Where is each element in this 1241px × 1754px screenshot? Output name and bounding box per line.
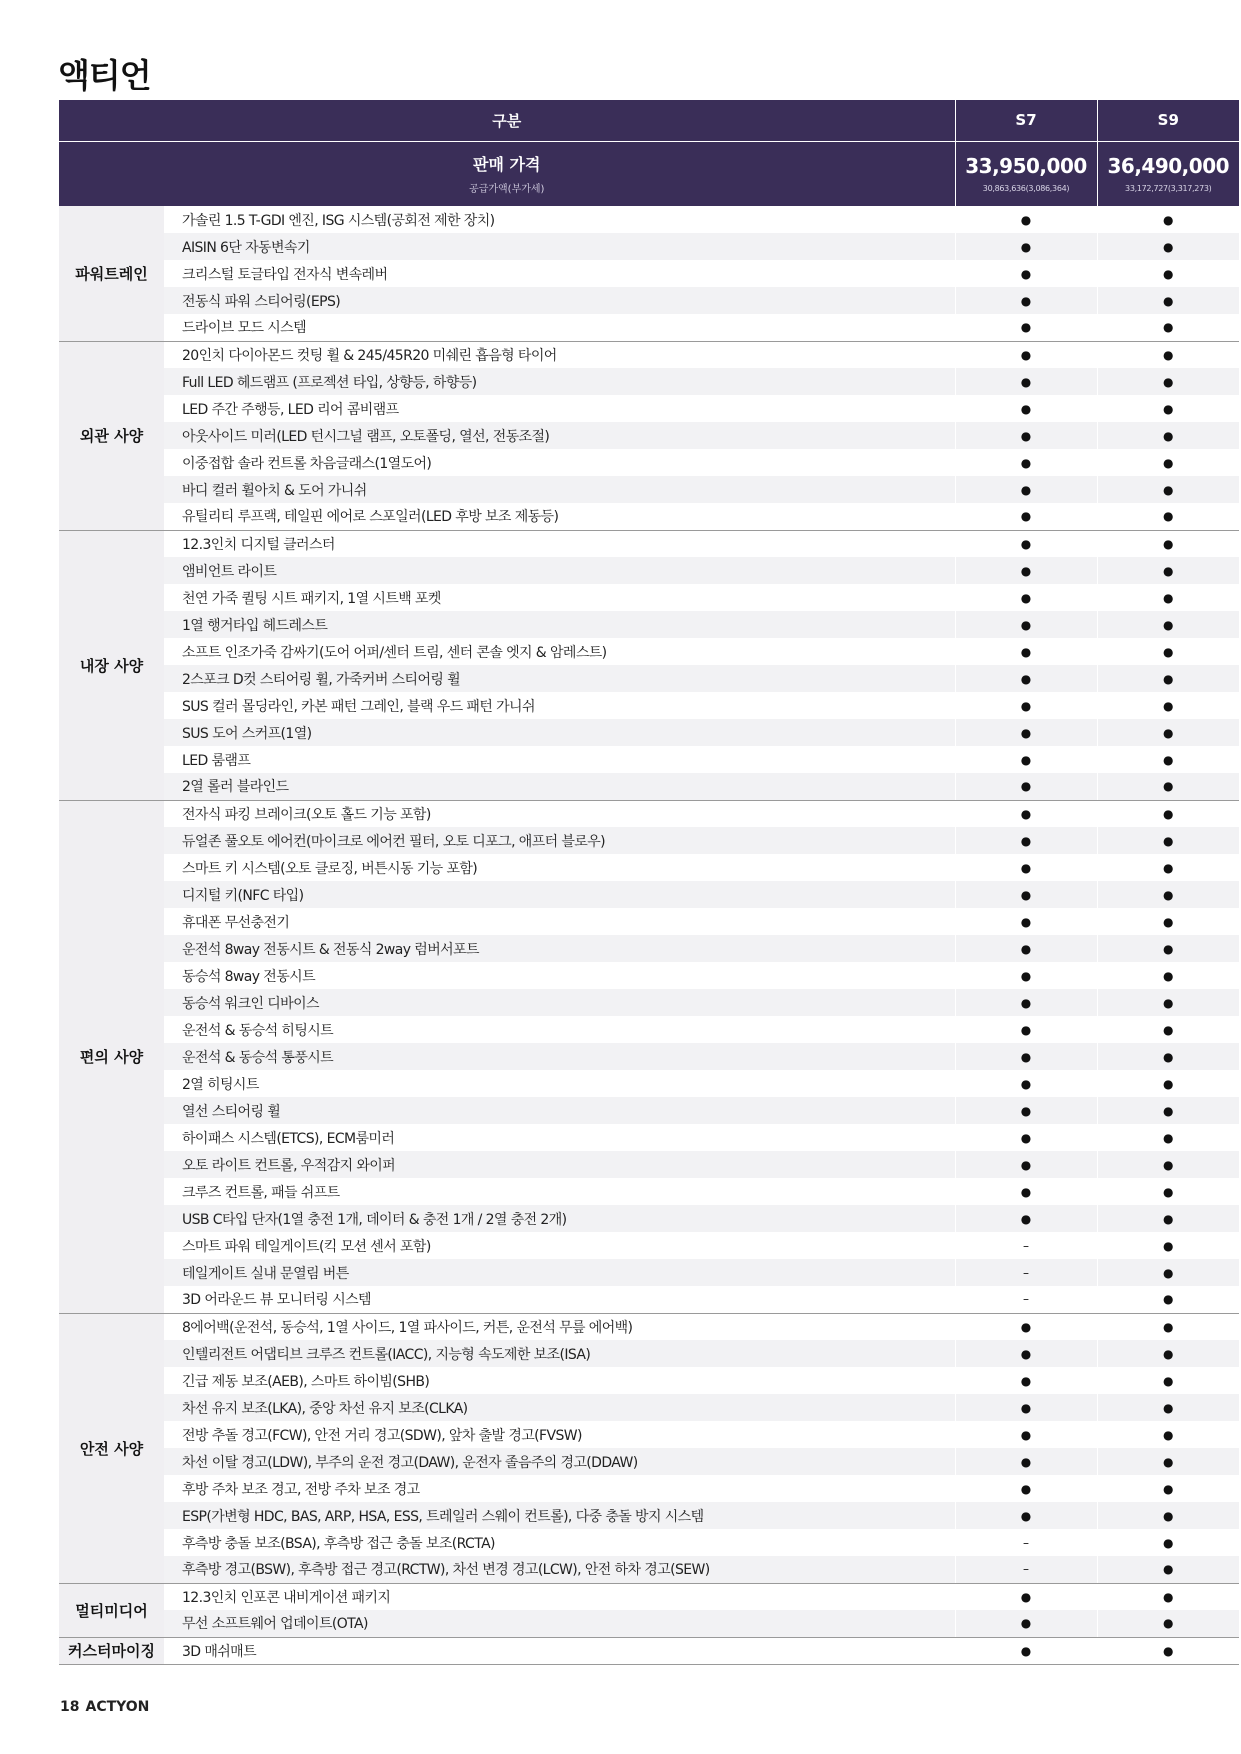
table-row <box>59 638 1239 665</box>
table-row <box>59 287 1239 314</box>
availability-s9: ● <box>1097 1367 1239 1394</box>
feature-cell: 드라이브 모드 시스템 <box>164 314 955 341</box>
availability-s9: ● <box>1097 1313 1239 1340</box>
table-row <box>59 746 1239 773</box>
availability-s7: ● <box>955 1151 1097 1178</box>
feature-cell: 차선 유지 보조(LKA), 중앙 차선 유지 보조(CLKA) <box>164 1394 955 1421</box>
feature-cell: 앰비언트 라이트 <box>164 557 955 584</box>
table-row <box>59 584 1239 611</box>
availability-s9: ● <box>1097 1448 1239 1475</box>
price-s9: 36,490,000 <box>1107 154 1230 179</box>
price-row <box>59 141 1239 206</box>
category-cell: 외관 사양 <box>59 341 164 530</box>
feature-cell: 휴대폰 무선충전기 <box>182 914 290 931</box>
footer-brand: ACTYON <box>85 1699 150 1715</box>
feature-cell: 후방 주차 보조 경고, 전방 주차 보조 경고 <box>182 1481 420 1498</box>
feature-cell: 크리스털 토글타입 전자식 변속레버 <box>182 266 388 283</box>
table-row <box>59 908 1239 935</box>
table-row <box>59 1475 1239 1502</box>
feature-cell: 20인치 다이아몬드 컷팅 휠 & 245/45R20 미쉐린 흡음형 타이어 <box>182 347 557 364</box>
availability-s9: ● <box>1097 206 1239 233</box>
availability-s7: ● <box>955 1070 1097 1097</box>
feature-cell: 운전석 & 동승석 통풍시트 <box>164 1043 955 1070</box>
availability-s7: ● <box>955 827 1097 854</box>
availability-s7: ● <box>955 1124 1097 1151</box>
feature-cell: 전자식 파킹 브레이크(오토 홀드 기능 포함) <box>182 806 431 823</box>
header-s9: S9 <box>1097 100 1239 141</box>
page-number: 18 <box>60 1699 80 1715</box>
availability-s7: ● <box>955 692 1097 719</box>
availability-s7: – <box>955 1556 1097 1583</box>
availability-s7: ● <box>955 881 1097 908</box>
availability-s7: ● <box>955 1340 1097 1367</box>
availability-s7: ● <box>955 1448 1097 1475</box>
table-row <box>59 1448 1239 1475</box>
availability-s9: ● <box>1097 962 1239 989</box>
availability-s7: ● <box>955 584 1097 611</box>
availability-s7: ● <box>955 1367 1097 1394</box>
feature-cell: 가솔린 1.5 T-GDI 엔진, ISG 시스템(공회전 제한 장치) <box>182 212 495 229</box>
feature-cell: 12.3인치 인포콘 내비게이션 패키지 <box>182 1589 391 1606</box>
availability-s7: ● <box>955 287 1097 314</box>
table-row <box>59 1043 1239 1070</box>
table-row <box>59 1637 1239 1664</box>
table-row <box>59 1502 1239 1529</box>
availability-s7: ● <box>955 773 1097 800</box>
price-sublabel: 공급가액(부가세) <box>469 184 545 196</box>
feature-cell: 동승석 8way 전동시트 <box>182 968 315 985</box>
availability-s7: ● <box>955 1394 1097 1421</box>
feature-cell: SUS 컬러 몰딩라인, 카본 패턴 그레인, 블랙 우드 패턴 가니쉬 <box>182 698 535 715</box>
availability-s7: ● <box>955 422 1097 449</box>
availability-s7: ● <box>955 962 1097 989</box>
feature-cell: 운전석 8way 전동시트 & 전동식 2way 럼버서포트 <box>164 935 955 962</box>
table-row <box>59 1070 1239 1097</box>
availability-s7: – <box>955 1286 1097 1313</box>
feature-cell: 테일게이트 실내 문열림 버튼 <box>164 1259 955 1286</box>
feature-cell: ESP(가변형 HDC, BAS, ARP, HSA, ESS, 트레일러 스웨이 컨트롤), 다중 충돌 방지 시스템 <box>164 1502 955 1529</box>
availability-s7: ● <box>955 1637 1097 1664</box>
availability-s9: ● <box>1097 287 1239 314</box>
availability-s9: ● <box>1097 449 1239 476</box>
category-cell: 편의 사양 <box>59 800 164 1313</box>
availability-s9: ● <box>1097 1178 1239 1205</box>
availability-s7: ● <box>955 260 1097 287</box>
availability-s7: ● <box>955 1016 1097 1043</box>
availability-s9: ● <box>1097 1259 1239 1286</box>
feature-cell: USB C타입 단자(1열 충전 1개, 데이터 & 충전 1개 / 2열 충전 2개) <box>164 1205 955 1232</box>
availability-s7: ● <box>955 611 1097 638</box>
table-row <box>59 422 1239 449</box>
table-row <box>59 476 1239 503</box>
availability-s9: ● <box>1097 773 1239 800</box>
availability-s9: ● <box>1097 1502 1239 1529</box>
table-row <box>59 1394 1239 1421</box>
table-row <box>59 719 1239 746</box>
table-row <box>59 557 1239 584</box>
feature-cell: 2열 히팅시트 <box>182 1076 259 1093</box>
header-row <box>59 100 1239 141</box>
feature-cell: 아웃사이드 미러(LED 턴시그널 램프, 오토폴딩, 열선, 전동조절) <box>164 422 955 449</box>
feature-cell: SUS 도어 스커프(1열) <box>164 719 955 746</box>
availability-s9: ● <box>1097 1340 1239 1367</box>
table-row <box>59 1367 1239 1394</box>
availability-s7: ● <box>955 503 1097 530</box>
table-row <box>59 233 1239 260</box>
table-row <box>59 1340 1239 1367</box>
table-row <box>59 962 1239 989</box>
feature-cell: 크루즈 컨트롤, 패들 쉬프트 <box>182 1184 340 1201</box>
availability-s7: ● <box>955 1205 1097 1232</box>
feature-cell: Full LED 헤드램프 (프로젝션 타입, 상향등, 하향등) <box>164 368 955 395</box>
availability-s7: ● <box>955 449 1097 476</box>
availability-s9: ● <box>1097 1637 1239 1664</box>
availability-s9: ● <box>1097 1529 1239 1556</box>
page-title: 액티언 <box>58 56 151 95</box>
availability-s9: ● <box>1097 1286 1239 1313</box>
feature-cell: LED 주간 주행등, LED 리어 콤비램프 <box>182 401 399 418</box>
availability-s9: ● <box>1097 341 1239 368</box>
category-cell: 안전 사양 <box>59 1313 164 1583</box>
feature-cell: 동승석 워크인 디바이스 <box>164 989 955 1016</box>
table-row <box>59 611 1239 638</box>
table-row <box>59 1151 1239 1178</box>
table-row <box>59 449 1239 476</box>
feature-cell: 3D 매쉬매트 <box>164 1637 955 1664</box>
availability-s7: ● <box>955 368 1097 395</box>
table-row <box>59 341 1239 368</box>
table-row <box>59 827 1239 854</box>
category-cell: 내장 사양 <box>59 530 164 800</box>
table-row <box>59 503 1239 530</box>
availability-s7: ● <box>955 1421 1097 1448</box>
table-row <box>59 854 1239 881</box>
table-row <box>59 665 1239 692</box>
availability-s9: ● <box>1097 1475 1239 1502</box>
spec-body <box>59 206 1239 1664</box>
table-row <box>59 530 1239 557</box>
availability-s7: ● <box>955 719 1097 746</box>
table-row <box>59 800 1239 827</box>
table-row <box>59 1610 1239 1637</box>
availability-s9: ● <box>1097 1610 1239 1637</box>
category-cell: 파워트레인 <box>59 206 164 341</box>
availability-s9: ● <box>1097 1205 1239 1232</box>
availability-s7: ● <box>955 557 1097 584</box>
price-s9-cell <box>1097 141 1239 206</box>
availability-s7: ● <box>955 854 1097 881</box>
feature-cell: 후측방 경고(BSW), 후측방 접근 경고(RCTW), 차선 변경 경고(LCW), 안전 하차 경고(SEW) <box>164 1556 955 1583</box>
availability-s9: ● <box>1097 1016 1239 1043</box>
price-label: 판매 가격 <box>473 155 541 175</box>
availability-s7: – <box>955 1529 1097 1556</box>
availability-s7: – <box>955 1259 1097 1286</box>
table-row <box>59 1583 1239 1610</box>
table-row <box>59 1259 1239 1286</box>
price-s7-cell <box>955 141 1097 206</box>
table-row <box>59 1529 1239 1556</box>
availability-s7: – <box>955 1232 1097 1259</box>
table-row <box>59 314 1239 341</box>
availability-s7: ● <box>955 1313 1097 1340</box>
availability-s9: ● <box>1097 800 1239 827</box>
availability-s9: ● <box>1097 935 1239 962</box>
feature-cell: 1열 행거타입 헤드레스트 <box>164 611 955 638</box>
availability-s9: ● <box>1097 395 1239 422</box>
feature-cell: 2열 롤러 블라인드 <box>164 773 955 800</box>
availability-s9: ● <box>1097 908 1239 935</box>
availability-s9: ● <box>1097 746 1239 773</box>
availability-s9: ● <box>1097 1043 1239 1070</box>
table-row <box>59 1178 1239 1205</box>
availability-s9: ● <box>1097 233 1239 260</box>
feature-cell: 전방 추돌 경고(FCW), 안전 거리 경고(SDW), 앞차 출발 경고(FVSW) <box>182 1427 582 1444</box>
table-row <box>59 260 1239 287</box>
availability-s7: ● <box>955 341 1097 368</box>
availability-s9: ● <box>1097 503 1239 530</box>
availability-s7: ● <box>955 908 1097 935</box>
feature-cell: 인텔리전트 어댑티브 크루즈 컨트롤(IACC), 지능형 속도제한 보조(ISA) <box>164 1340 955 1367</box>
price-label-cell <box>59 141 955 206</box>
feature-cell: LED 룸램프 <box>182 752 251 769</box>
feature-cell: 2스포크 D컷 스티어링 휠, 가죽커버 스티어링 휠 <box>164 665 955 692</box>
price-s7: 33,950,000 <box>965 154 1087 179</box>
availability-s9: ● <box>1097 611 1239 638</box>
availability-s7: ● <box>955 395 1097 422</box>
availability-s7: ● <box>955 1043 1097 1070</box>
availability-s9: ● <box>1097 827 1239 854</box>
feature-cell: 천연 가죽 퀼팅 시트 패키지, 1열 시트백 포켓 <box>182 590 441 607</box>
availability-s9: ● <box>1097 1583 1239 1610</box>
table-row <box>59 1016 1239 1043</box>
table-row <box>59 692 1239 719</box>
feature-cell: 스마트 키 시스템(오토 클로징, 버튼시동 기능 포함) <box>182 860 478 877</box>
availability-s9: ● <box>1097 854 1239 881</box>
table-row <box>59 1421 1239 1448</box>
availability-s9: ● <box>1097 881 1239 908</box>
feature-cell: 스마트 파워 테일게이트(킥 모션 센서 포함) <box>182 1238 431 1255</box>
table-row <box>59 881 1239 908</box>
availability-s9: ● <box>1097 422 1239 449</box>
availability-s9: ● <box>1097 557 1239 584</box>
availability-s9: ● <box>1097 1232 1239 1259</box>
feature-cell: 차선 이탈 경고(LDW), 부주의 운전 경고(DAW), 운전자 졸음주의 경고(DDAW) <box>164 1448 955 1475</box>
price-s9-vat: 33,172,727(3,317,273) <box>1125 184 1212 194</box>
table-row <box>59 1313 1239 1340</box>
availability-s9: ● <box>1097 1421 1239 1448</box>
header-category: 구분 <box>59 100 955 141</box>
availability-s7: ● <box>955 1583 1097 1610</box>
table-row <box>59 395 1239 422</box>
availability-s9: ● <box>1097 530 1239 557</box>
availability-s7: ● <box>955 233 1097 260</box>
feature-cell: 3D 어라운드 뷰 모니터링 시스템 <box>164 1286 955 1313</box>
feature-cell: 무선 소프트웨어 업데이트(OTA) <box>164 1610 955 1637</box>
availability-s7: ● <box>955 1097 1097 1124</box>
availability-s7: ● <box>955 1178 1097 1205</box>
category-cell: 멀티미디어 <box>59 1583 164 1637</box>
availability-s7: ● <box>955 476 1097 503</box>
availability-s9: ● <box>1097 1556 1239 1583</box>
feature-cell: 디지털 키(NFC 타입) <box>164 881 955 908</box>
table-row <box>59 1097 1239 1124</box>
table-row <box>59 989 1239 1016</box>
availability-s7: ● <box>955 935 1097 962</box>
footer <box>60 1699 149 1715</box>
availability-s9: ● <box>1097 260 1239 287</box>
feature-cell: 12.3인치 디지털 클러스터 <box>182 536 335 553</box>
header-s7: S7 <box>955 100 1097 141</box>
feature-cell: 듀얼존 풀오토 에어컨(마이크로 에어컨 필터, 오토 디포그, 애프터 블로우) <box>164 827 955 854</box>
table-row <box>59 1556 1239 1583</box>
category-cell: 커스터마이징 <box>59 1637 164 1664</box>
table-row <box>59 368 1239 395</box>
availability-s7: ● <box>955 665 1097 692</box>
availability-s7: ● <box>955 206 1097 233</box>
availability-s9: ● <box>1097 1097 1239 1124</box>
availability-s9: ● <box>1097 1124 1239 1151</box>
feature-cell: 전동식 파워 스티어링(EPS) <box>164 287 955 314</box>
feature-cell: AISIN 6단 자동변속기 <box>164 233 955 260</box>
table-row <box>59 206 1239 233</box>
feature-cell: 8에어백(운전석, 동승석, 1열 사이드, 1열 파사이드, 커튼, 운전석 무릎 에어백) <box>182 1319 633 1336</box>
availability-s9: ● <box>1097 584 1239 611</box>
availability-s7: ● <box>955 638 1097 665</box>
availability-s7: ● <box>955 1502 1097 1529</box>
availability-s9: ● <box>1097 665 1239 692</box>
availability-s7: ● <box>955 800 1097 827</box>
feature-cell: 소프트 인조가죽 감싸기(도어 어퍼/센터 트림, 센터 콘솔 엣지 & 암레스트) <box>182 644 607 661</box>
feature-cell: 바디 컬러 휠아치 & 도어 가니쉬 <box>164 476 955 503</box>
availability-s7: ● <box>955 989 1097 1016</box>
table-row <box>59 1205 1239 1232</box>
feature-cell: 유틸리티 루프랙, 테일핀 에어로 스포일러(LED 후방 보조 제동등) <box>164 503 955 530</box>
feature-cell: 운전석 & 동승석 히팅시트 <box>182 1022 334 1039</box>
availability-s9: ● <box>1097 1151 1239 1178</box>
availability-s9: ● <box>1097 476 1239 503</box>
availability-s9: ● <box>1097 1070 1239 1097</box>
feature-cell: 후측방 충돌 보조(BSA), 후측방 접근 충돌 보조(RCTA) <box>182 1535 495 1552</box>
price-s7-vat: 30,863,636(3,086,364) <box>982 184 1070 194</box>
table-row <box>59 1232 1239 1259</box>
table-row <box>59 1124 1239 1151</box>
availability-s9: ● <box>1097 1394 1239 1421</box>
availability-s9: ● <box>1097 692 1239 719</box>
feature-cell: 열선 스티어링 휠 <box>164 1097 955 1124</box>
spec-table <box>59 100 1239 1665</box>
feature-cell: 하이패스 시스템(ETCS), ECM룸미러 <box>182 1130 395 1147</box>
availability-s9: ● <box>1097 368 1239 395</box>
availability-s7: ● <box>955 530 1097 557</box>
availability-s9: ● <box>1097 314 1239 341</box>
feature-cell: 긴급 제동 보조(AEB), 스마트 하이빔(SHB) <box>182 1373 430 1390</box>
availability-s9: ● <box>1097 989 1239 1016</box>
table-row <box>59 1286 1239 1313</box>
availability-s7: ● <box>955 314 1097 341</box>
availability-s7: ● <box>955 1475 1097 1502</box>
availability-s7: ● <box>955 1610 1097 1637</box>
table-row <box>59 773 1239 800</box>
feature-cell: 오토 라이트 컨트롤, 우적감지 와이퍼 <box>164 1151 955 1178</box>
availability-s7: ● <box>955 746 1097 773</box>
availability-s9: ● <box>1097 638 1239 665</box>
feature-cell: 이중접합 솔라 컨트롤 차음글래스(1열도어) <box>182 455 432 472</box>
availability-s9: ● <box>1097 719 1239 746</box>
table-row <box>59 935 1239 962</box>
